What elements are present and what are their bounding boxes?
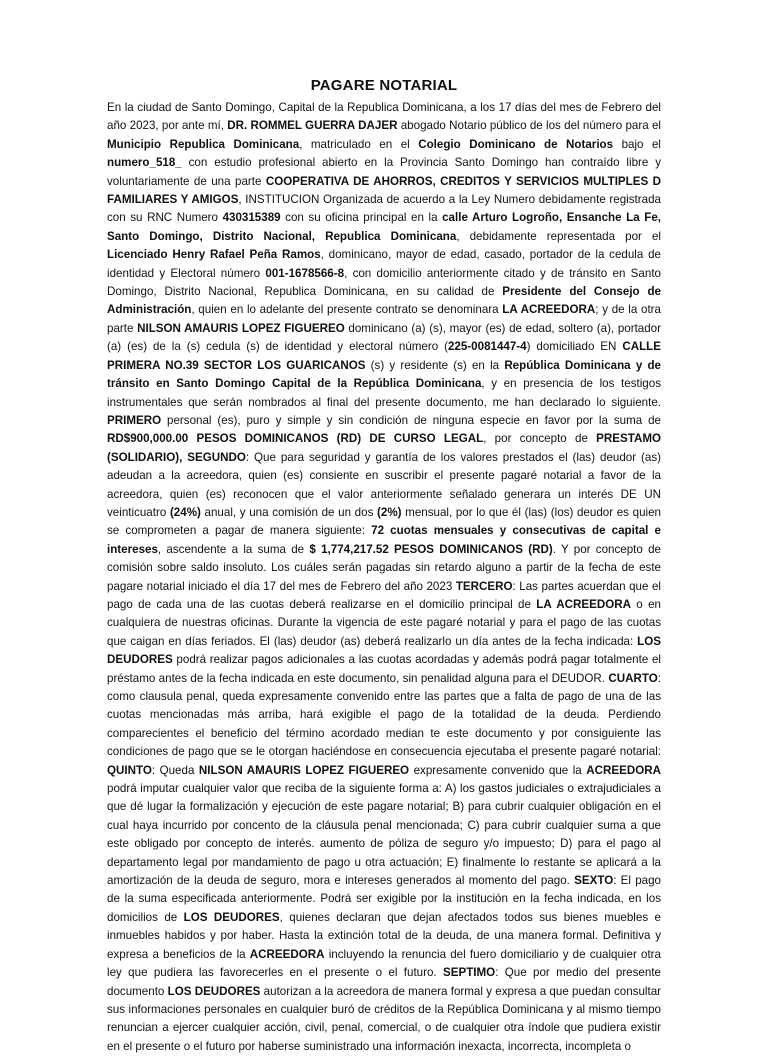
- bold-text-run: LA ACREEDORA: [536, 597, 631, 611]
- bold-text-run: LOS DEUDORES: [167, 984, 261, 998]
- text-run: : El pago de la suma especificada anteriormente. Podrá ser exigible por la institución en la fecha indicada, en los domicilios de: [107, 874, 661, 924]
- text-run: , por concepto de: [483, 432, 597, 446]
- text-run: : como clausula penal, queda expresamente convenido entre las partes que a falta de pago de una de las cuotas mencionadas más arriba, hará exigible el pago de la totalidad de la deuda. Perdiendo comparecientes el beneficio del término acordado median te este documento y por consiguiente las condiciones de pago que se le otorgan haciéndose en consecuencia ejecutaba el presente pagaré notarial:: [107, 671, 661, 759]
- bold-text-run: LA ACREEDORA: [502, 303, 596, 317]
- text-run: ; y de la otra parte: [107, 303, 661, 335]
- bold-text-run: (2%): [377, 505, 402, 519]
- text-run: podrá imputar cualquier valor que reciba de la siguiente forma a: A) los gastos judiciales o extrajudiciales a que dé lugar la formalización y ejecución de este pagare notarial; B) para cubrir cualquier obligación en el cual haya incurrido por concento de la cláusula penal mencionada; C) para cubrir cualquier suma a que este obligado por concepto de interés. aumento de póliza de seguro y/o impuesto; D) para el pago al departamento legal por mandamiento de pago u otra actuación; E) finalmente lo restante se aplicará a la amortización de la deuda de seguro, mora e intereses generados al momento del pago.: [107, 782, 661, 888]
- text-run: bajo el: [613, 137, 661, 151]
- bold-text-run: 430315389: [222, 211, 281, 225]
- text-run: , con domicilio anteriormente citado y de tránsito en Santo Domingo, Distrito Nacional, Republica Dominicana, en su calidad de: [107, 266, 661, 299]
- text-run: , ascendente a la suma de: [157, 542, 310, 556]
- bold-text-run: Colegio Dominicano de Notarios: [418, 137, 614, 151]
- bold-text-run: SEPTIMO: [443, 966, 496, 980]
- text-run: ) domiciliado EN: [526, 340, 623, 354]
- bold-text-run: CUARTO: [608, 671, 658, 685]
- bold-text-run: TERCERO: [455, 579, 513, 593]
- bold-text-run: DR. ROMMEL GUERRA DAJER: [227, 119, 398, 133]
- document-title: PAGARE NOTARIAL: [310, 77, 458, 94]
- bold-text-run: 72 cuotas mensuales y consecutivas de capital e intereses: [107, 524, 661, 556]
- bold-text-run: CALLE PRIMERA NO.39 SECTOR LOS GUARICANOS: [107, 340, 661, 372]
- bold-text-run: ACREEDORA: [586, 763, 661, 777]
- text-run: , quienes declaran que dejan afectados todos sus bienes muebles e inmuebles habidos y por haber. Hasta la extinción total de la deuda, de una manera formal. Definitiva y expresa a beneficios de la: [107, 910, 661, 961]
- bold-text-run: Municipio Republica Dominicana: [107, 137, 300, 151]
- text-run: , dominicano, mayor de edad, casado, portador de la cedula de identidad y Electoral número: [107, 248, 661, 280]
- text-run: , debidamente representada por el: [456, 229, 661, 243]
- bold-text-run: SEXTO: [574, 874, 614, 888]
- text-run: mensual, por lo que él (las) (los) deudor es quien se comprometen a pagar de manera siguiente:: [107, 505, 661, 538]
- text-run: . Y por concepto de comisión sobre saldo insoluto. Los cuáles serán pagadas sin retardo alguno a partir de la fecha de este pagare notarial iniciado el día 17 del mes de Febrero del año 2023: [107, 542, 661, 593]
- bold-text-run: 225-0081447-4: [447, 340, 527, 354]
- bold-text-run: Presidente del Consejo de Administración: [107, 285, 661, 317]
- text-run: autorizan a la acreedora de manera formal y expresa a que puedan consultar sus informaciones personales en cualquier buró de créditos de la República Dominicana y al mismo tiempo renuncian a ejercer cualquier acción, civil, penal, comercial, o de cualquier otra índole que pudiera existir en el presente o el futuro por haberse suministrado una información inexacta, incorrecta, incompleta o: [107, 984, 662, 1053]
- text-run: : Que para seguridad y garantía de los valores prestados el (las) deudor (as) adeudan a la acreedora, quien (es) consiente en suscribir el presente pagaré notarial a favor de la acreedora, quien (es) reconocen que el valor anteriormente señalado generara un interés DE UN veinticuatro: [107, 450, 661, 519]
- text-run: personal (es), puro y simple y sin condición de ninguna especie en favor por la suma de: [161, 413, 661, 427]
- bold-text-run: ACREEDORA: [249, 947, 325, 961]
- text-run: dominicano (a) (s), mayor (es) de edad, soltero (a), portador (a) (es) de la (s) cedula (s) de identidad y electoral número (: [107, 321, 661, 354]
- bold-text-run: Licenciado Henry Rafael Peña Ramos: [107, 248, 321, 262]
- text-run: : Las partes acuerdan que el pago de cada una de las cuotas deberá realizarse en el domicilio principal de: [107, 579, 661, 611]
- text-run: En la ciudad de Santo Domingo, Capital de la Republica Dominicana, a los 17 días del mes de Febrero del año 2023, por ante mí,: [107, 101, 661, 133]
- text-run: con su oficina principal en la: [280, 211, 443, 225]
- bold-text-run: QUINTO: [107, 763, 152, 777]
- bold-text-run: RD$900,000.00 PESOS DOMINICANOS (RD) DE CURSO LEGAL: [107, 432, 484, 446]
- text-run: expresamente convenido que la: [409, 763, 587, 777]
- bold-text-run: 001-1678566-8: [265, 266, 345, 280]
- text-run: o en cualquiera de nuestras oficinas. Durante la vigencia de este pagaré notarial y para el pago de las cuotas que caigan en días feriados. El (las) deudor (as) deberá realizarlo un día antes de la fecha indicada:: [107, 597, 661, 648]
- bold-text-run: República Dominicana y de tránsito en Santo Domingo Capital de la República Dominicana: [107, 358, 661, 391]
- bold-text-run: NILSON AMAURIS LOPEZ FIGUEREO: [198, 763, 410, 777]
- text-run: incluyendo la renuncia del fuero domiciliario y de cualquier otra ley que pudiera las favorecerles en el presente o el futuro.: [107, 947, 661, 980]
- document-body: [107, 99, 661, 1056]
- text-run: : Queda: [151, 763, 199, 777]
- text-run: abogado Notario público de los del número para el: [397, 119, 661, 133]
- text-run: podrá realizar pagos adicionales a las cuotas acordadas y además podrá pagar totalmente el préstamo antes de la fecha indicada en este documento, sin penalidad alguna para el DEUDOR.: [107, 653, 661, 685]
- text-run: (s) y residente (s) en la: [365, 358, 505, 372]
- text-run: : Que por medio del presente documento: [107, 966, 661, 998]
- text-run: , INSTITUCION Organizada de acuerdo a la Ley Numero debidamente registrada con su RNC Numero: [107, 193, 661, 225]
- bold-text-run: COOPERATIVA DE AHORROS, CREDITOS Y SERVICIOS MULTIPLES D FAMILIARES Y AMIGOS: [107, 174, 661, 207]
- text-run: anual, y una comisión de un dos: [200, 505, 378, 519]
- bold-text-run: $ 1,774,217.52 PESOS DOMINICANOS (RD): [309, 542, 553, 556]
- bold-text-run: numero_518_: [107, 156, 182, 170]
- text-run: , matriculado en el: [299, 137, 419, 151]
- bold-text-run: (24%): [169, 505, 201, 519]
- bold-text-run: PRIMERO: [107, 413, 162, 427]
- bold-text-run: LOS DEUDORES: [107, 634, 661, 667]
- bold-text-run: LOS DEUDORES: [183, 910, 280, 924]
- bold-text-run: PRESTAMO (SOLIDARIO), SEGUNDO: [107, 432, 661, 464]
- text-run: , y en presencia de los testigos instrumentales que serán nombrados al final del presente documento, me han declarado lo siguiente.: [107, 377, 662, 409]
- bold-text-run: calle Arturo Logroño, Ensanche La Fe, Santo Domingo, Distrito Nacional, Republica Dominicana: [107, 211, 661, 243]
- text-run: , quien en lo adelante del presente contrato se denominara: [191, 303, 503, 317]
- text-run: con estudio profesional abierto en la Provincia Santo Domingo han contraído libre y voluntariamente de una parte: [107, 156, 661, 188]
- bold-text-run: NILSON AMAURIS LOPEZ FIGUEREO: [137, 321, 345, 335]
